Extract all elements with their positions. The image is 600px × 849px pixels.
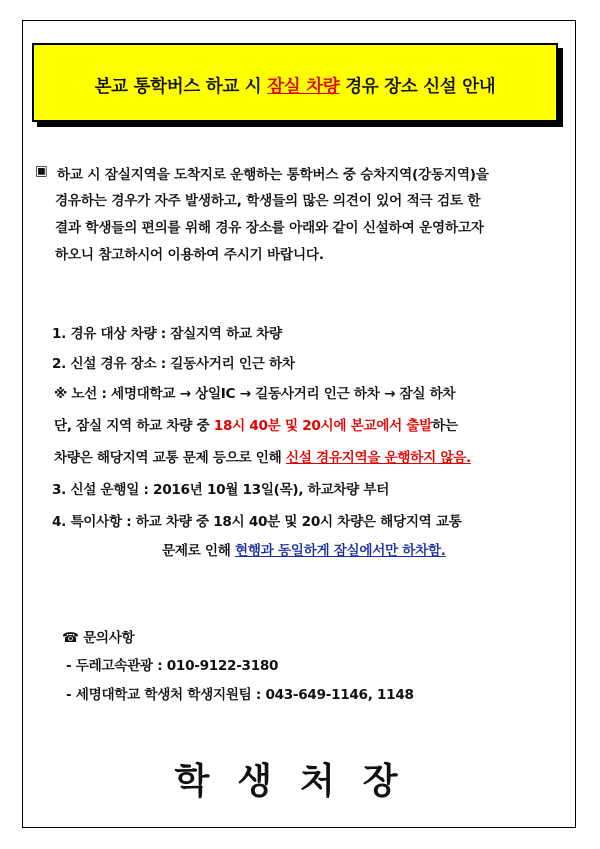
item-notes-line-1: 4. 특이사항 : 하교 차량 중 18시 40분 및 20시 차량은 해당지역 교통 bbox=[52, 514, 462, 530]
item-notes-line-2-text: 문제로 인해 bbox=[162, 543, 236, 559]
intro-line-4: 하오니 참고하시어 이용하여 주시기 바랍니다. bbox=[55, 247, 324, 263]
item-new-stop: 2. 신설 경유 장소 : 길동사거리 인근 하차 bbox=[52, 356, 295, 372]
route-line-3-emphasis: 신설 경유지역을 운행하지 않음. bbox=[285, 450, 471, 466]
title-highlight: 잠실 차량 bbox=[267, 77, 340, 97]
signature: 학생처장 bbox=[174, 761, 426, 802]
item-notes-line-2 bbox=[162, 539, 446, 559]
item-start-date: 3. 신설 운행일 : 2016년 10월 13일(목), 하교차량 부터 bbox=[52, 482, 390, 498]
title-banner bbox=[32, 43, 558, 122]
route-line-2-emphasis: 18시 40분 및 20시에 본교에서 출발 bbox=[213, 418, 433, 434]
title-text-before: 본교 통학버스 하교 시 bbox=[94, 77, 268, 97]
intro-line-2: 경유하는 경우가 자주 발생하고, 학생들의 많은 의견이 있어 적극 검토 한 bbox=[55, 193, 481, 209]
route-line-3 bbox=[54, 446, 471, 466]
intro-bullet: ▣ bbox=[35, 163, 48, 179]
route-line-2-text: 단, 잠실 지역 하교 차량 중 bbox=[54, 418, 214, 434]
contact-heading: ☎ 문의사항 bbox=[62, 630, 135, 646]
route-line-2 bbox=[54, 414, 458, 434]
intro-line-3: 결과 학생들의 편의를 위해 경유 장소를 아래와 같이 신설하여 운영하고자 bbox=[55, 220, 484, 236]
item-notes-line-2-emphasis: 현행과 동일하게 잠실에서만 하차함. bbox=[235, 543, 446, 559]
contact-entry-bus-company: - 두레고속관광 : 010-9122-3180 bbox=[66, 658, 279, 674]
title-text-after: 경유 장소 신설 안내 bbox=[339, 77, 496, 97]
item-target-vehicle: 1. 경유 대상 차량 : 잠실지역 하교 차량 bbox=[52, 326, 282, 342]
route-line-1: ※ 노선 : 세명대학교 → 상일IC → 길동사거리 인근 하차 → 잠실 하차 bbox=[54, 386, 456, 402]
intro-line-1: 하교 시 잠실지역을 도착지로 운행하는 통학버스 중 승차지역(강동지역)을 bbox=[57, 167, 489, 183]
route-line-3-text: 차량은 해당지역 교통 문제 등으로 인해 bbox=[54, 450, 286, 466]
contact-entry-student-affairs: - 세명대학교 학생처 학생지원팀 : 043-649-1146, 1148 bbox=[66, 687, 414, 703]
route-line-2-suffix: 하는 bbox=[432, 418, 458, 434]
page-title bbox=[34, 73, 556, 98]
